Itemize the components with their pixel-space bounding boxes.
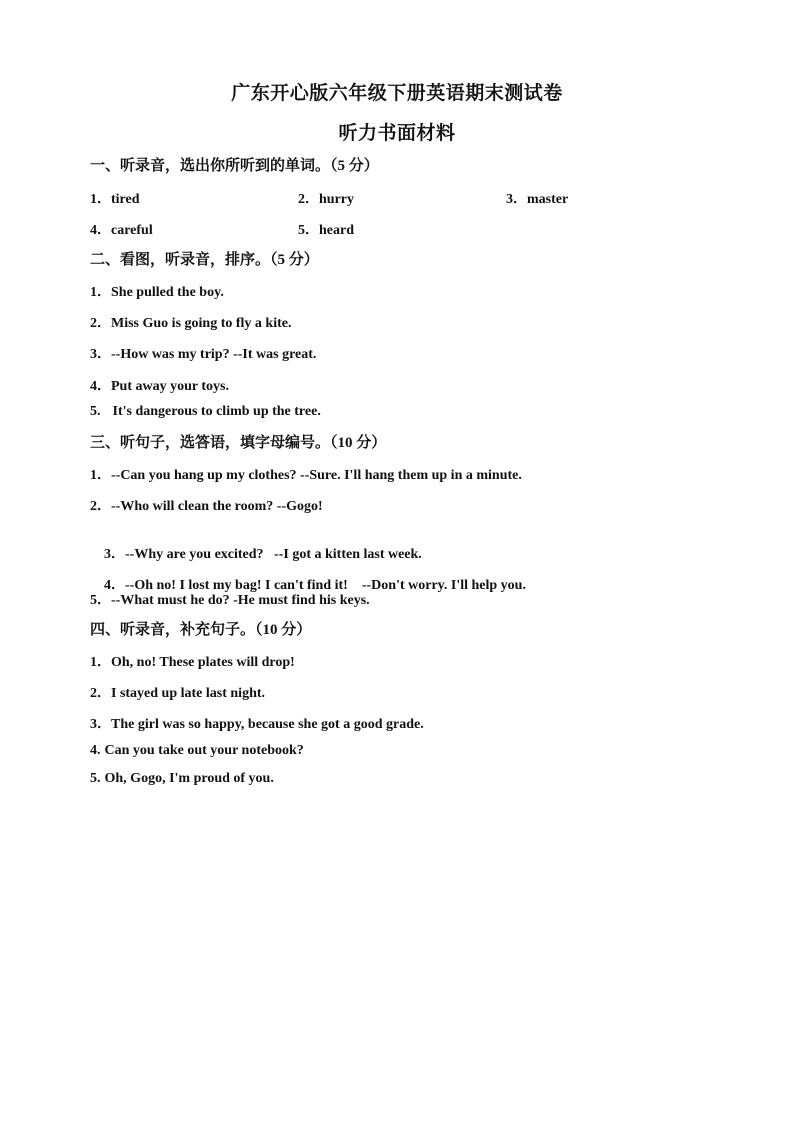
item-number: 4． — [90, 379, 111, 394]
item-text: --Oh no! I lost my bag! I can't find it! --Don't worry. I'll help you. — [125, 578, 526, 593]
item-text: The girl was so happy, because she got a good grade. — [111, 717, 424, 732]
item-word: careful — [111, 223, 153, 238]
section1-item-1 — [90, 188, 140, 208]
item-text: Can you take out your notebook? — [104, 743, 304, 758]
section1-heading: 一、听录音，选出你所听到的单词。（5 分） — [90, 158, 379, 174]
section2-item-3 — [90, 343, 316, 363]
item-number: 5. — [90, 771, 101, 786]
item-word: tired — [111, 192, 140, 207]
item-number: 5． — [298, 223, 319, 238]
section4-item-5 — [90, 771, 274, 787]
section3-item-5 — [90, 589, 370, 609]
item-number: 4． — [104, 578, 125, 593]
item-number: 1． — [90, 468, 111, 483]
section4-item-4 — [90, 743, 304, 759]
item-text: Put away your toys. — [111, 379, 229, 394]
item-text: Oh, no! These plates will drop! — [111, 655, 295, 670]
item-number: 4. — [90, 743, 101, 758]
item-number: 1． — [90, 285, 111, 300]
item-number: 3． — [90, 347, 111, 362]
item-text: Miss Guo is going to fly a kite. — [111, 316, 292, 331]
section3-item-2 — [90, 495, 323, 515]
section2-heading: 二、看图，听录音，排序。（5 分） — [90, 252, 319, 268]
item-number: 1． — [90, 192, 111, 207]
section4-item-1 — [90, 651, 295, 671]
item-number: 3． — [104, 547, 125, 562]
section1-item-2 — [298, 188, 354, 208]
item-number: 2． — [90, 686, 111, 701]
item-text: --Who will clean the room? --Gogo! — [111, 499, 323, 514]
section4-item-3 — [90, 713, 424, 733]
item-number: 3． — [90, 717, 111, 732]
item-number: 4． — [90, 223, 111, 238]
section4-item-2 — [90, 682, 265, 702]
item-text: --What must he do? -He must find his keys. — [111, 593, 370, 608]
section1-item-4 — [90, 219, 153, 239]
item-word: hurry — [319, 192, 354, 207]
item-number: 1． — [90, 655, 111, 670]
section3-heading: 三、听句子，选答语，填字母编号。（10 分） — [90, 435, 387, 451]
section2-item-2 — [90, 312, 291, 332]
item-text: --How was my trip? --It was great. — [111, 347, 317, 362]
item-text: --Can you hang up my clothes? --Sure. I'll hang them up in a minute. — [111, 468, 522, 483]
section3-item-1 — [90, 464, 522, 484]
item-number: 5. — [90, 404, 101, 419]
document-title: 广东开心版六年级下册英语期末测试卷 — [231, 83, 563, 104]
document-subtitle: 听力书面材料 — [338, 123, 456, 144]
item-text: It's dangerous to climb up the tree. — [112, 404, 321, 419]
item-number: 2． — [298, 192, 319, 207]
item-number: 5． — [90, 593, 111, 608]
section2-item-1 — [90, 281, 224, 301]
item-number: 2． — [90, 499, 111, 514]
item-text: --Why are you excited? --I got a kitten last week. — [125, 547, 422, 562]
item-number: 3． — [506, 192, 527, 207]
item-number: 2． — [90, 316, 111, 331]
item-word: heard — [319, 223, 354, 238]
item-text: Oh, Gogo, I'm proud of you. — [104, 771, 274, 786]
section1-item-3 — [506, 188, 568, 208]
section2-item-5 — [90, 404, 321, 420]
section1-item-5 — [298, 219, 354, 239]
item-text: I stayed up late last night. — [111, 686, 266, 701]
section4-heading: 四、听录音，补充句子。（10 分） — [90, 622, 312, 638]
item-text: She pulled the boy. — [111, 285, 224, 300]
item-word: master — [527, 192, 569, 207]
section2-item-4 — [90, 375, 229, 395]
